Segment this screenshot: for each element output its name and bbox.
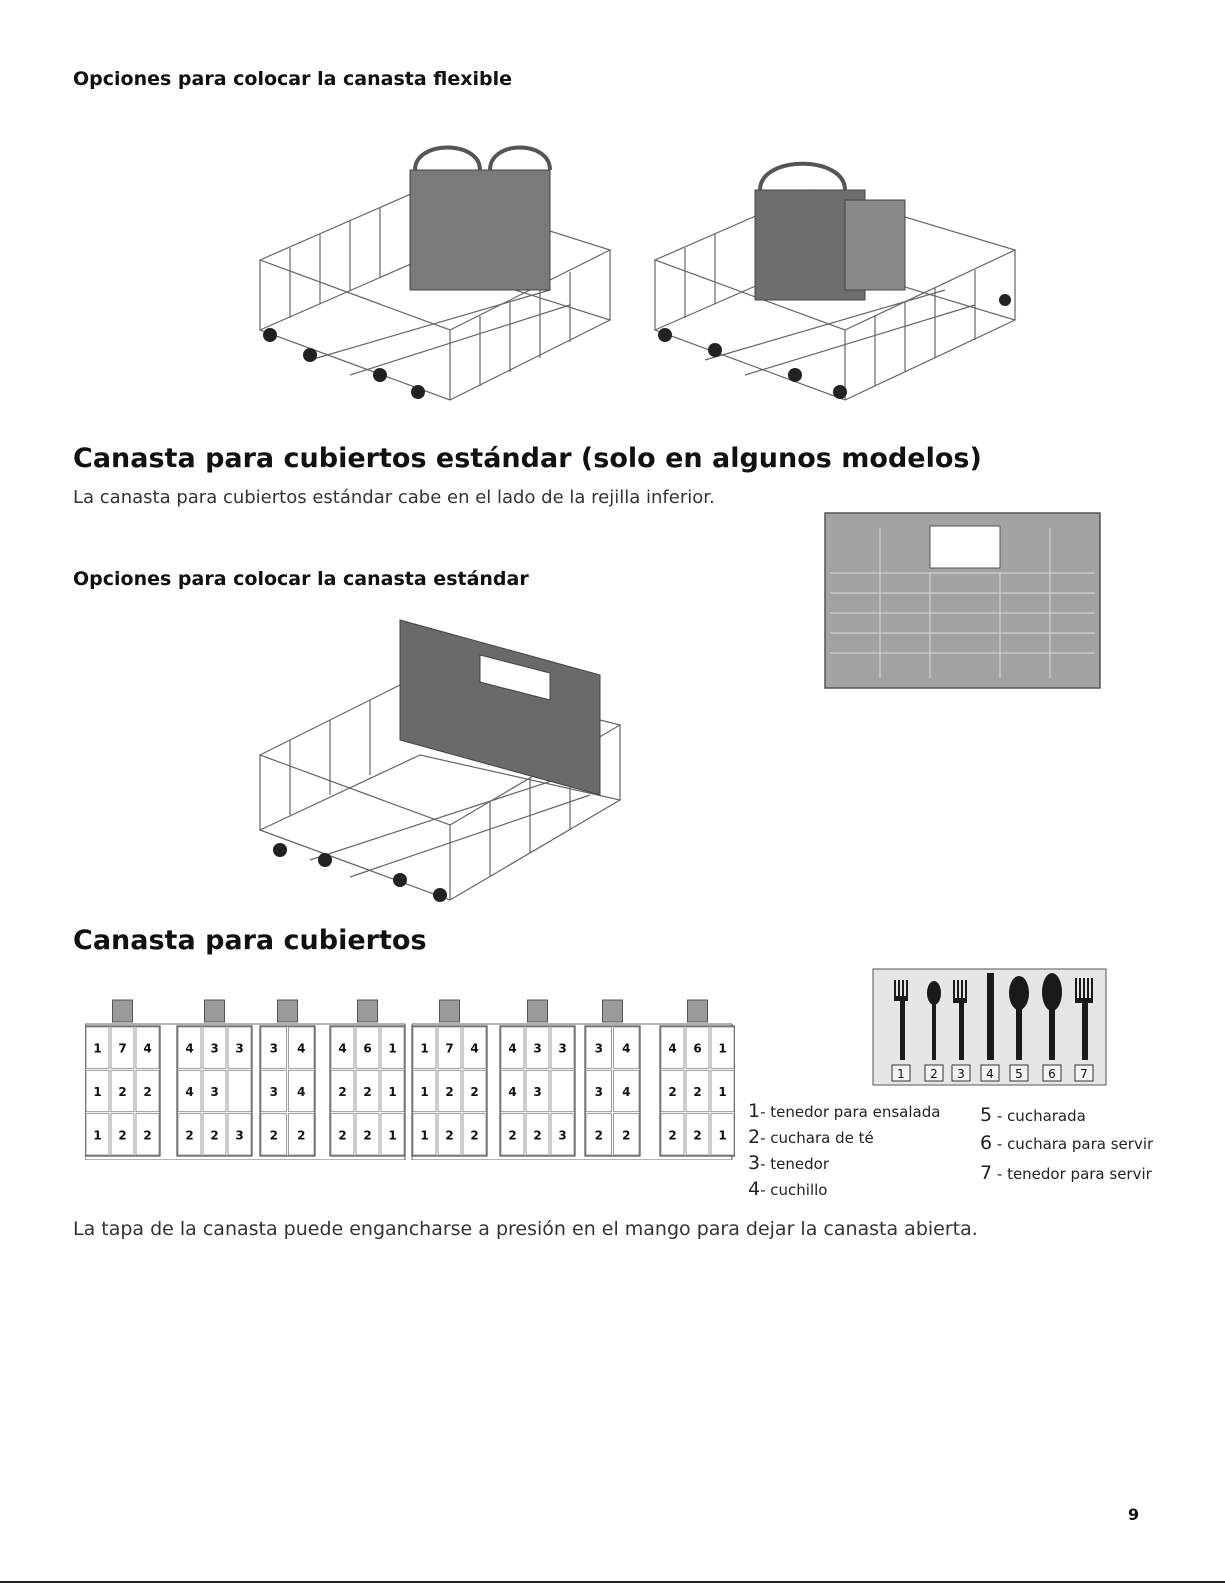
basket-cell-number: 1 — [420, 1128, 429, 1143]
bottom-rule — [0, 1581, 1225, 1583]
basket-cell-number: 3 — [594, 1085, 603, 1099]
basket-cell — [551, 1070, 574, 1111]
basket-cell-number: 2 — [118, 1085, 127, 1099]
basket-cell-number: 3 — [533, 1041, 542, 1056]
basket-cell-number: 1 — [388, 1085, 397, 1099]
basket-cell-number: 2 — [363, 1085, 372, 1099]
utensil-number-label: 3 — [957, 1067, 965, 1081]
basket-cell-number: 2 — [363, 1128, 372, 1143]
knife-icon — [987, 973, 994, 1060]
basket-cell-number: 2 — [445, 1128, 454, 1143]
utensil-number-label: 6 — [1048, 1067, 1056, 1081]
cutlery-basket-layout-diagram — [85, 998, 735, 1160]
basket-cell-number: 2 — [622, 1128, 631, 1143]
basket-cell-number: 1 — [93, 1041, 102, 1056]
basket-cell-number: 1 — [718, 1128, 727, 1143]
basket-cell-number: 3 — [269, 1041, 278, 1056]
basket-cell-number: 3 — [533, 1085, 542, 1099]
basket-cell-number: 4 — [622, 1085, 631, 1099]
basket-panel — [412, 1000, 487, 1156]
basket-cell-number: 3 — [210, 1085, 219, 1099]
utensil-number-label: 7 — [1080, 1067, 1088, 1081]
basket-cell-number: 6 — [363, 1041, 372, 1056]
basket-hinge-icon — [113, 1000, 133, 1022]
basket-hinge-icon — [440, 1000, 460, 1022]
utensil-number-label: 2 — [930, 1067, 938, 1081]
basket-cell-number: 2 — [297, 1128, 306, 1143]
basket-cell-number: 3 — [269, 1085, 278, 1099]
rack-with-flex-basket-illustration-2 — [645, 130, 1025, 410]
basket-cell-number: 2 — [338, 1085, 347, 1099]
basket-panel — [85, 1000, 160, 1156]
basket-hinge-icon — [528, 1000, 548, 1022]
basket-cell-number: 2 — [533, 1128, 542, 1143]
flex-options-heading: Opciones para colocar la canasta flexible — [73, 68, 513, 90]
legend-item-3: 3- tenedor — [748, 1152, 830, 1174]
basket-hinge-icon — [205, 1000, 225, 1022]
basket-cell-number: 2 — [338, 1128, 347, 1143]
basket-cell-number: 2 — [143, 1128, 152, 1143]
rack-with-standard-basket-illustration — [250, 615, 630, 915]
basket-panel — [260, 1000, 315, 1156]
basket-cell-number: 4 — [622, 1041, 631, 1056]
lid-note: La tapa de la canasta puede engancharse a presión en el mango para dejar la canasta abierta. — [73, 1218, 978, 1240]
basket-cell-number: 1 — [388, 1128, 397, 1143]
legend-item-2: 2- cuchara de té — [748, 1126, 874, 1148]
standard-basket-intro: La canasta para cubiertos estándar cabe en el lado de la rejilla inferior. — [73, 487, 715, 508]
basket-cell-number: 2 — [118, 1128, 127, 1143]
basket-cell-number: 4 — [508, 1085, 517, 1099]
basket-cell-number: 3 — [558, 1128, 567, 1143]
legend-item-6: 6 - cuchara para servir — [980, 1132, 1154, 1154]
basket-cell-number: 2 — [185, 1128, 194, 1143]
basket-cell-number: 2 — [470, 1128, 479, 1143]
basket-cell-number: 4 — [185, 1041, 194, 1056]
basket-cell-number: 1 — [420, 1041, 429, 1056]
basket-cell-number: 1 — [420, 1085, 429, 1099]
basket-cell-number: 2 — [668, 1085, 677, 1099]
basket-cell-number: 2 — [693, 1085, 702, 1099]
utensil-legend — [748, 1100, 1208, 1200]
basket-cell-number: 7 — [118, 1041, 127, 1056]
basket-cell-number: 4 — [143, 1041, 152, 1056]
basket-cell-number: 1 — [93, 1085, 102, 1099]
utensil-number-label: 4 — [986, 1067, 994, 1081]
basket-cell-number: 3 — [594, 1041, 603, 1056]
basket-cell-number: 2 — [668, 1128, 677, 1143]
basket-panel — [177, 1000, 252, 1156]
basket-cell-number: 1 — [718, 1085, 727, 1099]
basket-cell-number: 4 — [297, 1085, 306, 1099]
standard-basket-heading: Canasta para cubiertos estándar (solo en algunos modelos) — [73, 443, 982, 474]
basket-cell-number: 2 — [445, 1085, 454, 1099]
page-number: 9 — [1128, 1505, 1140, 1524]
standard-basket-illustration — [820, 508, 1105, 693]
basket-cell-number: 2 — [210, 1128, 219, 1143]
basket-cell-number: 2 — [594, 1128, 603, 1143]
basket-cell-number: 1 — [718, 1041, 727, 1056]
basket-cell-number: 4 — [470, 1041, 479, 1056]
basket-hinge-icon — [278, 1000, 298, 1022]
basket-panel — [660, 1000, 735, 1156]
legend-item-1: 1- tenedor para ensalada — [748, 1100, 941, 1122]
basket-hinge-icon — [603, 1000, 623, 1022]
basket-cell-number: 2 — [470, 1085, 479, 1099]
cutlery-basket-heading: Canasta para cubiertos — [73, 925, 427, 956]
basket-panel — [500, 1000, 575, 1156]
legend-item-4: 4- cuchillo — [748, 1178, 828, 1200]
basket-cell-number: 4 — [508, 1041, 517, 1056]
rack-with-flex-basket-illustration-1 — [250, 130, 620, 410]
basket-cell-number: 2 — [269, 1128, 278, 1143]
basket-cell-number: 2 — [508, 1128, 517, 1143]
basket-hinge-icon — [688, 1000, 708, 1022]
basket-cell-number: 1 — [388, 1041, 397, 1056]
basket-cell-number: 3 — [210, 1041, 219, 1056]
basket-panel — [585, 1000, 640, 1156]
utensil-number-label: 5 — [1015, 1067, 1023, 1081]
basket-cell-number: 3 — [235, 1128, 244, 1143]
utensil-number-label: 1 — [897, 1067, 905, 1081]
basket-cell-number: 1 — [93, 1128, 102, 1143]
utensil-types-diagram — [872, 968, 1107, 1086]
basket-cell-number: 2 — [693, 1128, 702, 1143]
basket-cell-number: 6 — [693, 1041, 702, 1056]
basket-hinge-icon — [358, 1000, 378, 1022]
basket-cell — [228, 1070, 251, 1111]
basket-cell-number: 2 — [143, 1085, 152, 1099]
legend-item-5: 5 - cucharada — [980, 1104, 1086, 1126]
basket-cell-number: 4 — [297, 1041, 306, 1056]
basket-cell-number: 4 — [668, 1041, 677, 1056]
basket-panel — [330, 1000, 405, 1156]
standard-options-heading: Opciones para colocar la canasta estándar — [73, 568, 529, 590]
basket-cell-number: 4 — [338, 1041, 347, 1056]
basket-cell-number: 7 — [445, 1041, 454, 1056]
legend-item-7: 7 - tenedor para servir — [980, 1162, 1152, 1184]
basket-cell-number: 4 — [185, 1085, 194, 1099]
basket-cell-number: 3 — [235, 1041, 244, 1056]
basket-cell-number: 3 — [558, 1041, 567, 1056]
